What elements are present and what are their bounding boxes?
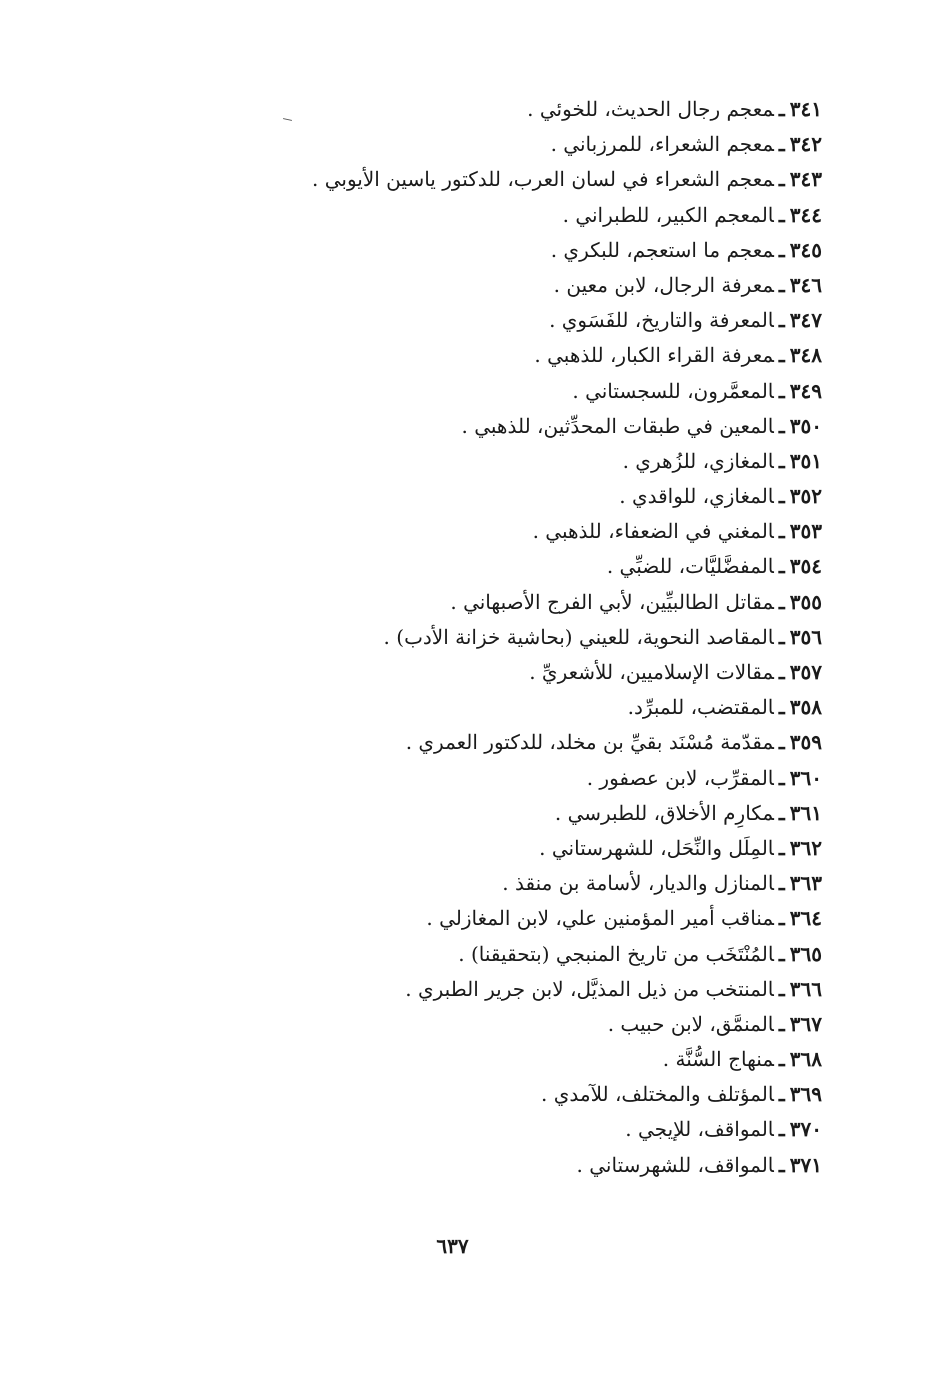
entry-title: المواقف، للشهرستاني . [576, 1152, 774, 1177]
entry-number: ٣٤١ [789, 97, 822, 121]
entry-separator: ـ [778, 941, 785, 966]
entry-separator: ـ [778, 589, 785, 614]
bibliography-entry [182, 972, 822, 1007]
entry-title: معجم رجال الحديث، للخوئي . [527, 97, 774, 121]
entry-number: ٣٤٩ [789, 378, 822, 403]
entry-number: ٣٥٧ [789, 660, 822, 684]
bibliography-entry [182, 162, 822, 197]
entry-title: مقالات الإسلاميين، للأشعريِّ . [529, 660, 774, 684]
bibliography-entry [182, 831, 822, 866]
entry-separator: ـ [778, 906, 785, 931]
entry-separator: ـ [778, 1117, 785, 1142]
entry-number: ٣٤٦ [789, 272, 822, 297]
entry-separator: ـ [778, 519, 785, 544]
entry-number: ٣٥٢ [789, 484, 822, 509]
bibliography-entry [182, 444, 822, 479]
bibliography-entry [182, 901, 822, 936]
entry-separator: ـ [778, 343, 785, 368]
entry-separator: ـ [778, 97, 785, 121]
entry-title: المقتضب، للمبرِّد. [627, 695, 774, 720]
entry-separator: ـ [778, 730, 785, 755]
entry-title: المِلَل والنِّحَل، للشهرستاني . [539, 835, 774, 860]
entry-separator: ـ [778, 1047, 785, 1072]
entry-number: ٣٦٤ [789, 906, 822, 931]
entry-separator: ـ [778, 660, 785, 684]
entry-title: المواقف، للإيجي . [625, 1117, 774, 1142]
entry-number: ٣٦٧ [789, 1011, 822, 1036]
entry-number: ٣٤٤ [789, 202, 822, 227]
entry-title: منهاج السُّنَّة . [662, 1047, 774, 1072]
entry-separator: ـ [778, 272, 785, 297]
bibliography-entry [182, 1112, 822, 1147]
entry-title: المغازي، للزُهري . [622, 448, 774, 473]
entry-title: المنتخب من ذيل المذيَّل، لابن جرير الطبري . [405, 976, 774, 1001]
bibliography-entry [182, 796, 822, 831]
bibliography-entry [182, 374, 822, 409]
entry-separator: ـ [778, 202, 785, 227]
bibliography-entry [182, 409, 822, 444]
entry-number: ٣٤٨ [789, 343, 822, 368]
entry-title: المؤتلف والمختلف، للآمدي . [541, 1082, 774, 1107]
entry-number: ٣٧٠ [789, 1117, 822, 1142]
entry-number: ٣٦٥ [789, 941, 822, 966]
entry-title: المعمَّرون، للسجستاني . [572, 378, 774, 403]
entry-title: معجم الشعراء في لسان العرب، للدكتور ياسين الأيوبي . [312, 167, 774, 192]
bibliography-entry [182, 866, 822, 901]
bibliography-entry [182, 479, 822, 514]
entry-title: مقدّمة مُسْنَد بقيِّ بن مخلد، للدكتور العمري . [405, 730, 774, 755]
entry-title: معرفة الرجال، لابن معين . [553, 272, 774, 297]
entry-separator: ـ [778, 167, 785, 192]
entry-separator: ـ [778, 448, 785, 473]
entry-separator: ـ [778, 835, 785, 860]
page-number: ٦٣٧ [436, 1234, 469, 1258]
bibliography-entry [182, 92, 822, 127]
entry-separator: ـ [778, 237, 785, 262]
entry-number: ٣٥٨ [789, 695, 822, 720]
bibliography-list [182, 92, 822, 1183]
entry-separator: ـ [778, 1152, 785, 1177]
bibliography-entry [182, 585, 822, 620]
entry-title: مكارِم الأخلاق، للطبرسي . [554, 800, 774, 825]
entry-title: المقاصد النحوية، للعيني (بحاشية خزانة الأدب) . [383, 624, 774, 649]
entry-number: ٣٦١ [789, 800, 822, 825]
entry-separator: ـ [778, 378, 785, 403]
entry-separator: ـ [778, 1082, 785, 1107]
bibliography-entry [182, 655, 822, 690]
bibliography-entry [182, 725, 822, 760]
bibliography-entry [182, 761, 822, 796]
entry-number: ٣٦٨ [789, 1047, 822, 1072]
bibliography-entry [182, 1148, 822, 1183]
entry-number: ٣٦٠ [789, 765, 822, 790]
entry-title: المعين في طبقات المحدِّثين، للذهبي . [461, 413, 774, 438]
entry-title: مقاتل الطالبيِّين، لأبي الفرج الأصبهاني . [450, 589, 774, 614]
entry-title: مناقب أمير المؤمنين علي، لابن المغازلي . [426, 906, 774, 931]
entry-number: ٣٦٢ [789, 835, 822, 860]
bibliography-entry [182, 620, 822, 655]
bibliography-entry [182, 937, 822, 972]
entry-title: المغني في الضعفاء، للذهبي . [532, 519, 774, 544]
bibliography-entry [182, 303, 822, 338]
entry-separator: ـ [778, 800, 785, 825]
entry-separator: ـ [778, 1011, 785, 1036]
entry-title: المعرفة والتاريخ، للفَسَوي . [549, 308, 774, 333]
entry-title: المُنْتَخَب من تاريخ المنبجي (بتحقيقنا) . [458, 941, 774, 966]
bibliography-entry [182, 514, 822, 549]
entry-separator: ـ [778, 554, 785, 579]
entry-number: ٣٥٤ [789, 554, 822, 579]
entry-title: معجم ما استعجم، للبكري . [550, 237, 774, 262]
entry-title: المنمَّق، لابن حبيب . [607, 1011, 774, 1036]
entry-title: المعجم الكبير، للطبراني . [562, 202, 774, 227]
entry-number: ٣٥٣ [789, 519, 822, 544]
bibliography-entry [182, 198, 822, 233]
entry-separator: ـ [778, 976, 785, 1001]
bibliography-entry [182, 233, 822, 268]
entry-separator: ـ [778, 132, 785, 157]
bibliography-entry [182, 1042, 822, 1077]
entry-separator: ـ [778, 484, 785, 509]
entry-number: ٣٤٣ [789, 167, 822, 192]
entry-separator: ـ [778, 765, 785, 790]
entry-number: ٣٥٦ [789, 624, 822, 649]
bibliography-entry [182, 127, 822, 162]
bibliography-entry [182, 268, 822, 303]
entry-separator: ـ [778, 624, 785, 649]
bibliography-entry [182, 690, 822, 725]
entry-number: ٣٥٠ [789, 413, 822, 438]
bibliography-entry [182, 338, 822, 373]
entry-title: المفضَّليَّات، للضبِّي . [606, 554, 774, 579]
entry-number: ٣٦٣ [789, 871, 822, 896]
entry-number: ٣٤٧ [789, 308, 822, 333]
bibliography-entry [182, 1007, 822, 1042]
entry-number: ٣٤٥ [789, 237, 822, 262]
entry-number: ٣٥٥ [789, 589, 822, 614]
bibliography-entry [182, 1077, 822, 1112]
entry-title: المنازل والديار، لأسامة بن منقذ . [502, 871, 774, 896]
entry-title: معجم الشعراء، للمرزباني . [550, 132, 774, 157]
bibliography-entry [182, 549, 822, 584]
entry-number: ٣٦٦ [789, 976, 822, 1001]
entry-number: ٣٤٢ [789, 132, 822, 157]
entry-title: المغازي، للواقدي . [619, 484, 774, 509]
entry-number: ٣٥١ [789, 448, 822, 473]
entry-separator: ـ [778, 871, 785, 896]
entry-title: المقرِّب، لابن عصفور . [586, 765, 774, 790]
entry-number: ٣٦٩ [789, 1082, 822, 1107]
entry-separator: ـ [778, 695, 785, 720]
entry-separator: ـ [778, 308, 785, 333]
entry-number: ٣٧١ [789, 1152, 822, 1177]
entry-number: ٣٥٩ [789, 730, 822, 755]
entry-title: معرفة القراء الكبار، للذهبي . [534, 343, 774, 368]
entry-separator: ـ [778, 413, 785, 438]
